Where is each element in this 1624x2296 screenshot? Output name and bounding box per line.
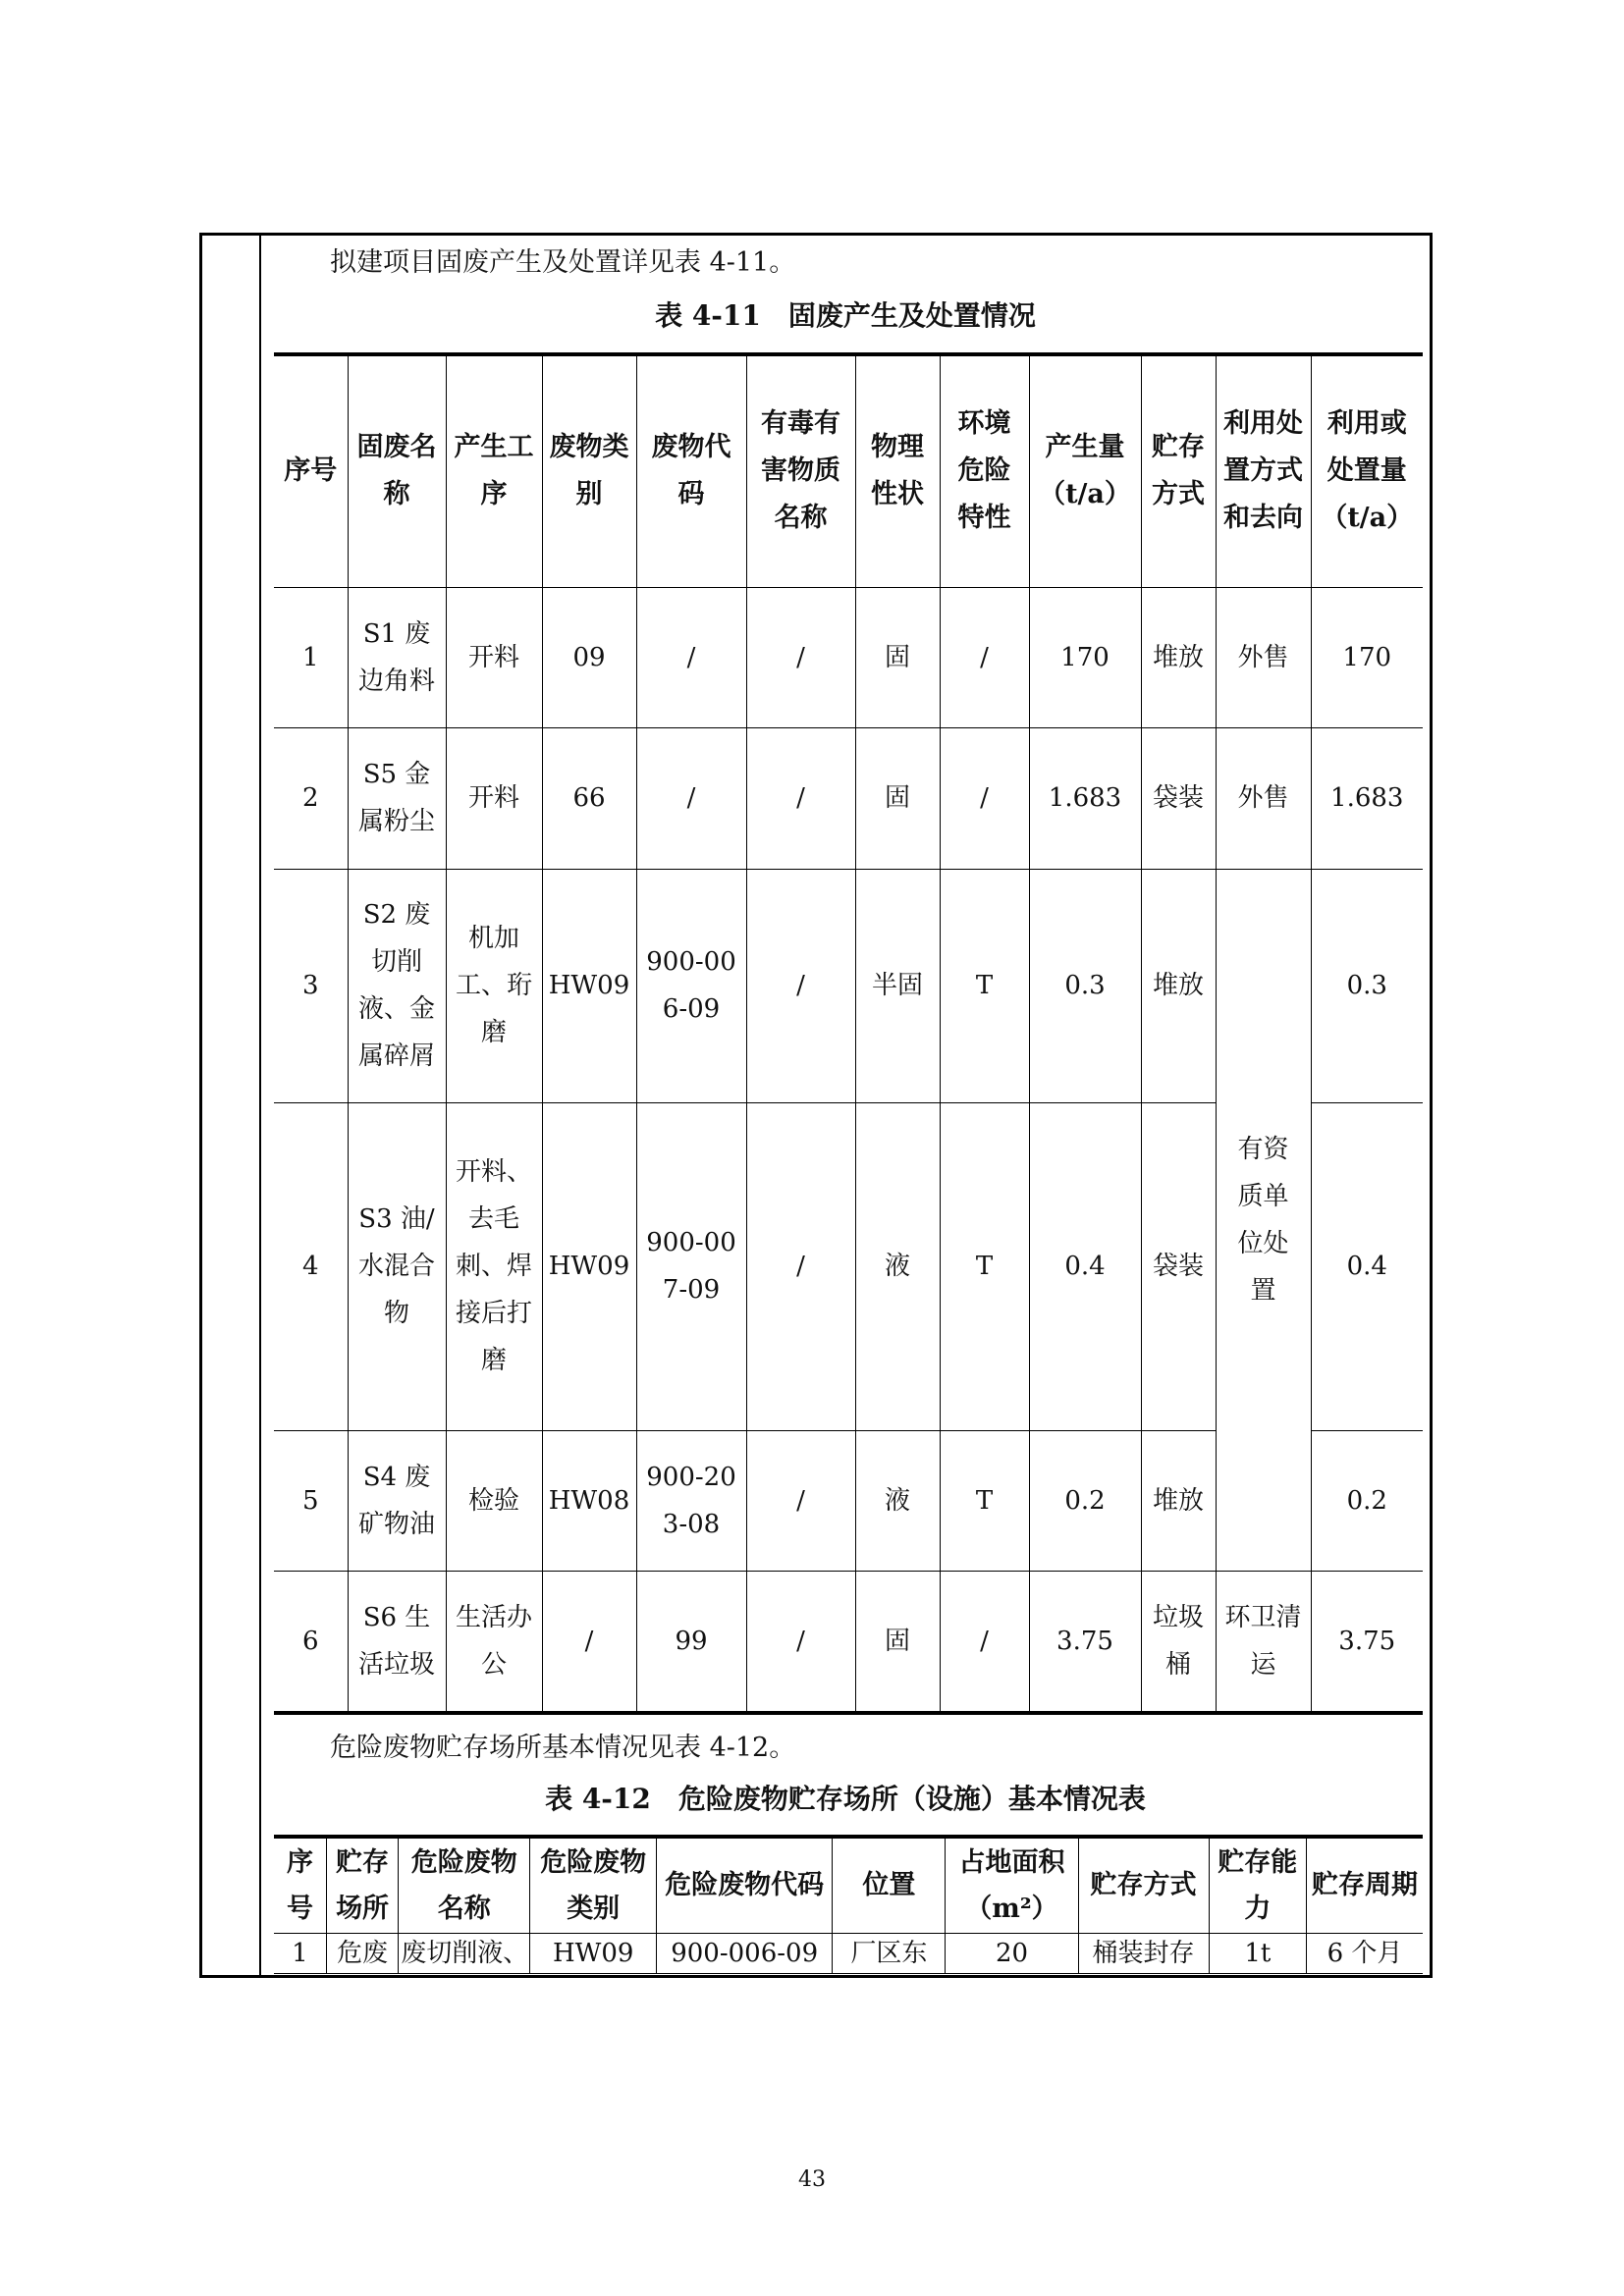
cell-category: /: [542, 1571, 636, 1713]
cell-no: 4: [274, 1102, 348, 1430]
cell-hazard: T: [940, 1430, 1029, 1571]
page-frame: [199, 233, 1433, 1978]
cell-amount: 170: [1029, 587, 1141, 727]
table-row: [274, 1933, 1423, 1973]
cell-category: 66: [542, 727, 636, 869]
cell-code: 900-203-08: [636, 1430, 746, 1571]
header-cell: 废物代码: [636, 354, 746, 587]
header-cell: 位置: [833, 1837, 946, 1933]
cell-toxic: /: [746, 587, 855, 727]
cell: 1: [274, 1933, 326, 1973]
cell-state: 液: [855, 1430, 940, 1571]
table-row: [274, 1571, 1423, 1713]
cell-state: 固: [855, 587, 940, 727]
intro-paragraph-1: 拟建项目固废产生及处置详见表 4-11。: [330, 247, 796, 278]
cell-disposed: 1.683: [1311, 727, 1423, 869]
cell-disposal: 环卫清运: [1216, 1571, 1311, 1713]
cell-amount: 3.75: [1029, 1571, 1141, 1713]
header-cell: 贮存周期: [1307, 1837, 1423, 1933]
cell-hazard: T: [940, 1102, 1029, 1430]
cell-disposal: 外售: [1216, 727, 1311, 869]
cell-state: 固: [855, 727, 940, 869]
cell-amount: 0.4: [1029, 1102, 1141, 1430]
cell-category: 09: [542, 587, 636, 727]
table-header-row: [274, 354, 1423, 587]
header-cell: 物理性状: [855, 354, 940, 587]
cell-toxic: /: [746, 1102, 855, 1430]
header-cell: 贮存方式: [1078, 1837, 1209, 1933]
cell-disposed: 0.4: [1311, 1102, 1423, 1430]
header-cell: 产生量（t/a）: [1029, 354, 1141, 587]
cell-disposed: 3.75: [1311, 1571, 1423, 1713]
header-cell: 危险废物名称: [399, 1837, 530, 1933]
header-cell: 序号: [274, 354, 348, 587]
cell-code: 99: [636, 1571, 746, 1713]
header-cell: 序号: [274, 1837, 326, 1933]
hazardous-storage-table: [274, 1835, 1423, 1974]
cell-toxic: /: [746, 727, 855, 869]
cell: 桶装封存: [1078, 1933, 1209, 1973]
cell: 1t: [1209, 1933, 1307, 1973]
cell-name: S4 废矿物油: [348, 1430, 446, 1571]
cell-no: 3: [274, 869, 348, 1102]
cell: 危废: [326, 1933, 398, 1973]
table-row: [274, 727, 1423, 869]
cell-no: 1: [274, 587, 348, 727]
cell-state: 固: [855, 1571, 940, 1713]
cell-name: S6 生活垃圾: [348, 1571, 446, 1713]
cell-category: HW09: [542, 869, 636, 1102]
intro-paragraph-2: 危险废物贮存场所基本情况见表 4-12。: [330, 1733, 796, 1763]
cell-hazard: T: [940, 869, 1029, 1102]
cell-toxic: /: [746, 1430, 855, 1571]
cell-storage: 袋装: [1141, 1102, 1216, 1430]
cell: 废切削液、: [399, 1933, 530, 1973]
cell-code: 900-007-09: [636, 1102, 746, 1430]
cell-process: 开料: [446, 727, 542, 869]
header-cell: 利用处置方式和去向: [1216, 354, 1311, 587]
header-cell: 贮存能力: [1209, 1837, 1307, 1933]
table-row: [274, 587, 1423, 727]
cell-category: HW08: [542, 1430, 636, 1571]
solid-waste-table: [274, 352, 1423, 1715]
cell-disposal: 外售: [1216, 587, 1311, 727]
cell-name: S5 金属粉尘: [348, 727, 446, 869]
header-cell: 废物类别: [542, 354, 636, 587]
header-cell: 环境危险特性: [940, 354, 1029, 587]
cell-storage: 袋装: [1141, 727, 1216, 869]
cell-amount: 0.3: [1029, 869, 1141, 1102]
left-margin-column: [202, 236, 261, 1975]
cell-name: S2 废切削液、金属碎屑: [348, 869, 446, 1102]
cell-name: S1 废边角料: [348, 587, 446, 727]
header-cell: 产生工序: [446, 354, 542, 587]
cell-process: 开料: [446, 587, 542, 727]
header-cell: 固废名称: [348, 354, 446, 587]
cell-storage: 堆放: [1141, 869, 1216, 1102]
cell-no: 6: [274, 1571, 348, 1713]
header-cell: 贮存场所: [326, 1837, 398, 1933]
cell-code: 900-006-09: [636, 869, 746, 1102]
cell-storage: 垃圾桶: [1141, 1571, 1216, 1713]
cell-process: 生活办公: [446, 1571, 542, 1713]
cell-disposal-merged: 有资质单位处置: [1216, 869, 1311, 1571]
cell-hazard: /: [940, 587, 1029, 727]
cell-no: 5: [274, 1430, 348, 1571]
table-header-row: [274, 1837, 1423, 1933]
cell-amount: 0.2: [1029, 1430, 1141, 1571]
header-cell: 有毒有害物质名称: [746, 354, 855, 587]
cell-toxic: /: [746, 869, 855, 1102]
content-area: [261, 236, 1430, 1975]
cell-storage: 堆放: [1141, 1430, 1216, 1571]
header-cell: 危险废物类别: [530, 1837, 657, 1933]
cell-amount: 1.683: [1029, 727, 1141, 869]
cell: 900-006-09: [657, 1933, 833, 1973]
cell-storage: 堆放: [1141, 587, 1216, 727]
cell: 厂区东: [833, 1933, 946, 1973]
table-4-12-caption: 表 4-12 危险废物贮存场所（设施）基本情况表: [545, 1783, 1146, 1815]
cell: 6 个月: [1307, 1933, 1423, 1973]
cell-code: /: [636, 587, 746, 727]
page-number: 43: [798, 2167, 826, 2192]
cell-state: 半固: [855, 869, 940, 1102]
cell-disposed: 0.3: [1311, 869, 1423, 1102]
cell-process: 开料、去毛刺、焊接后打磨: [446, 1102, 542, 1430]
cell-disposed: 0.2: [1311, 1430, 1423, 1571]
cell-hazard: /: [940, 727, 1029, 869]
cell-hazard: /: [940, 1571, 1029, 1713]
cell-process: 机加工、珩磨: [446, 869, 542, 1102]
cell-process: 检验: [446, 1430, 542, 1571]
cell-code: /: [636, 727, 746, 869]
header-cell: 危险废物代码: [657, 1837, 833, 1933]
cell-state: 液: [855, 1102, 940, 1430]
cell: HW09: [530, 1933, 657, 1973]
cell: 20: [946, 1933, 1078, 1973]
header-cell: 贮存方式: [1141, 354, 1216, 587]
header-cell: 占地面积（m²）: [946, 1837, 1078, 1933]
cell-category: HW09: [542, 1102, 636, 1430]
cell-name: S3 油/水混合物: [348, 1102, 446, 1430]
cell-no: 2: [274, 727, 348, 869]
header-cell: 利用或处置量（t/a）: [1311, 354, 1423, 587]
cell-toxic: /: [746, 1571, 855, 1713]
cell-disposed: 170: [1311, 587, 1423, 727]
table-row: [274, 869, 1423, 1102]
table-4-11-caption: 表 4-11 固废产生及处置情况: [655, 299, 1036, 332]
